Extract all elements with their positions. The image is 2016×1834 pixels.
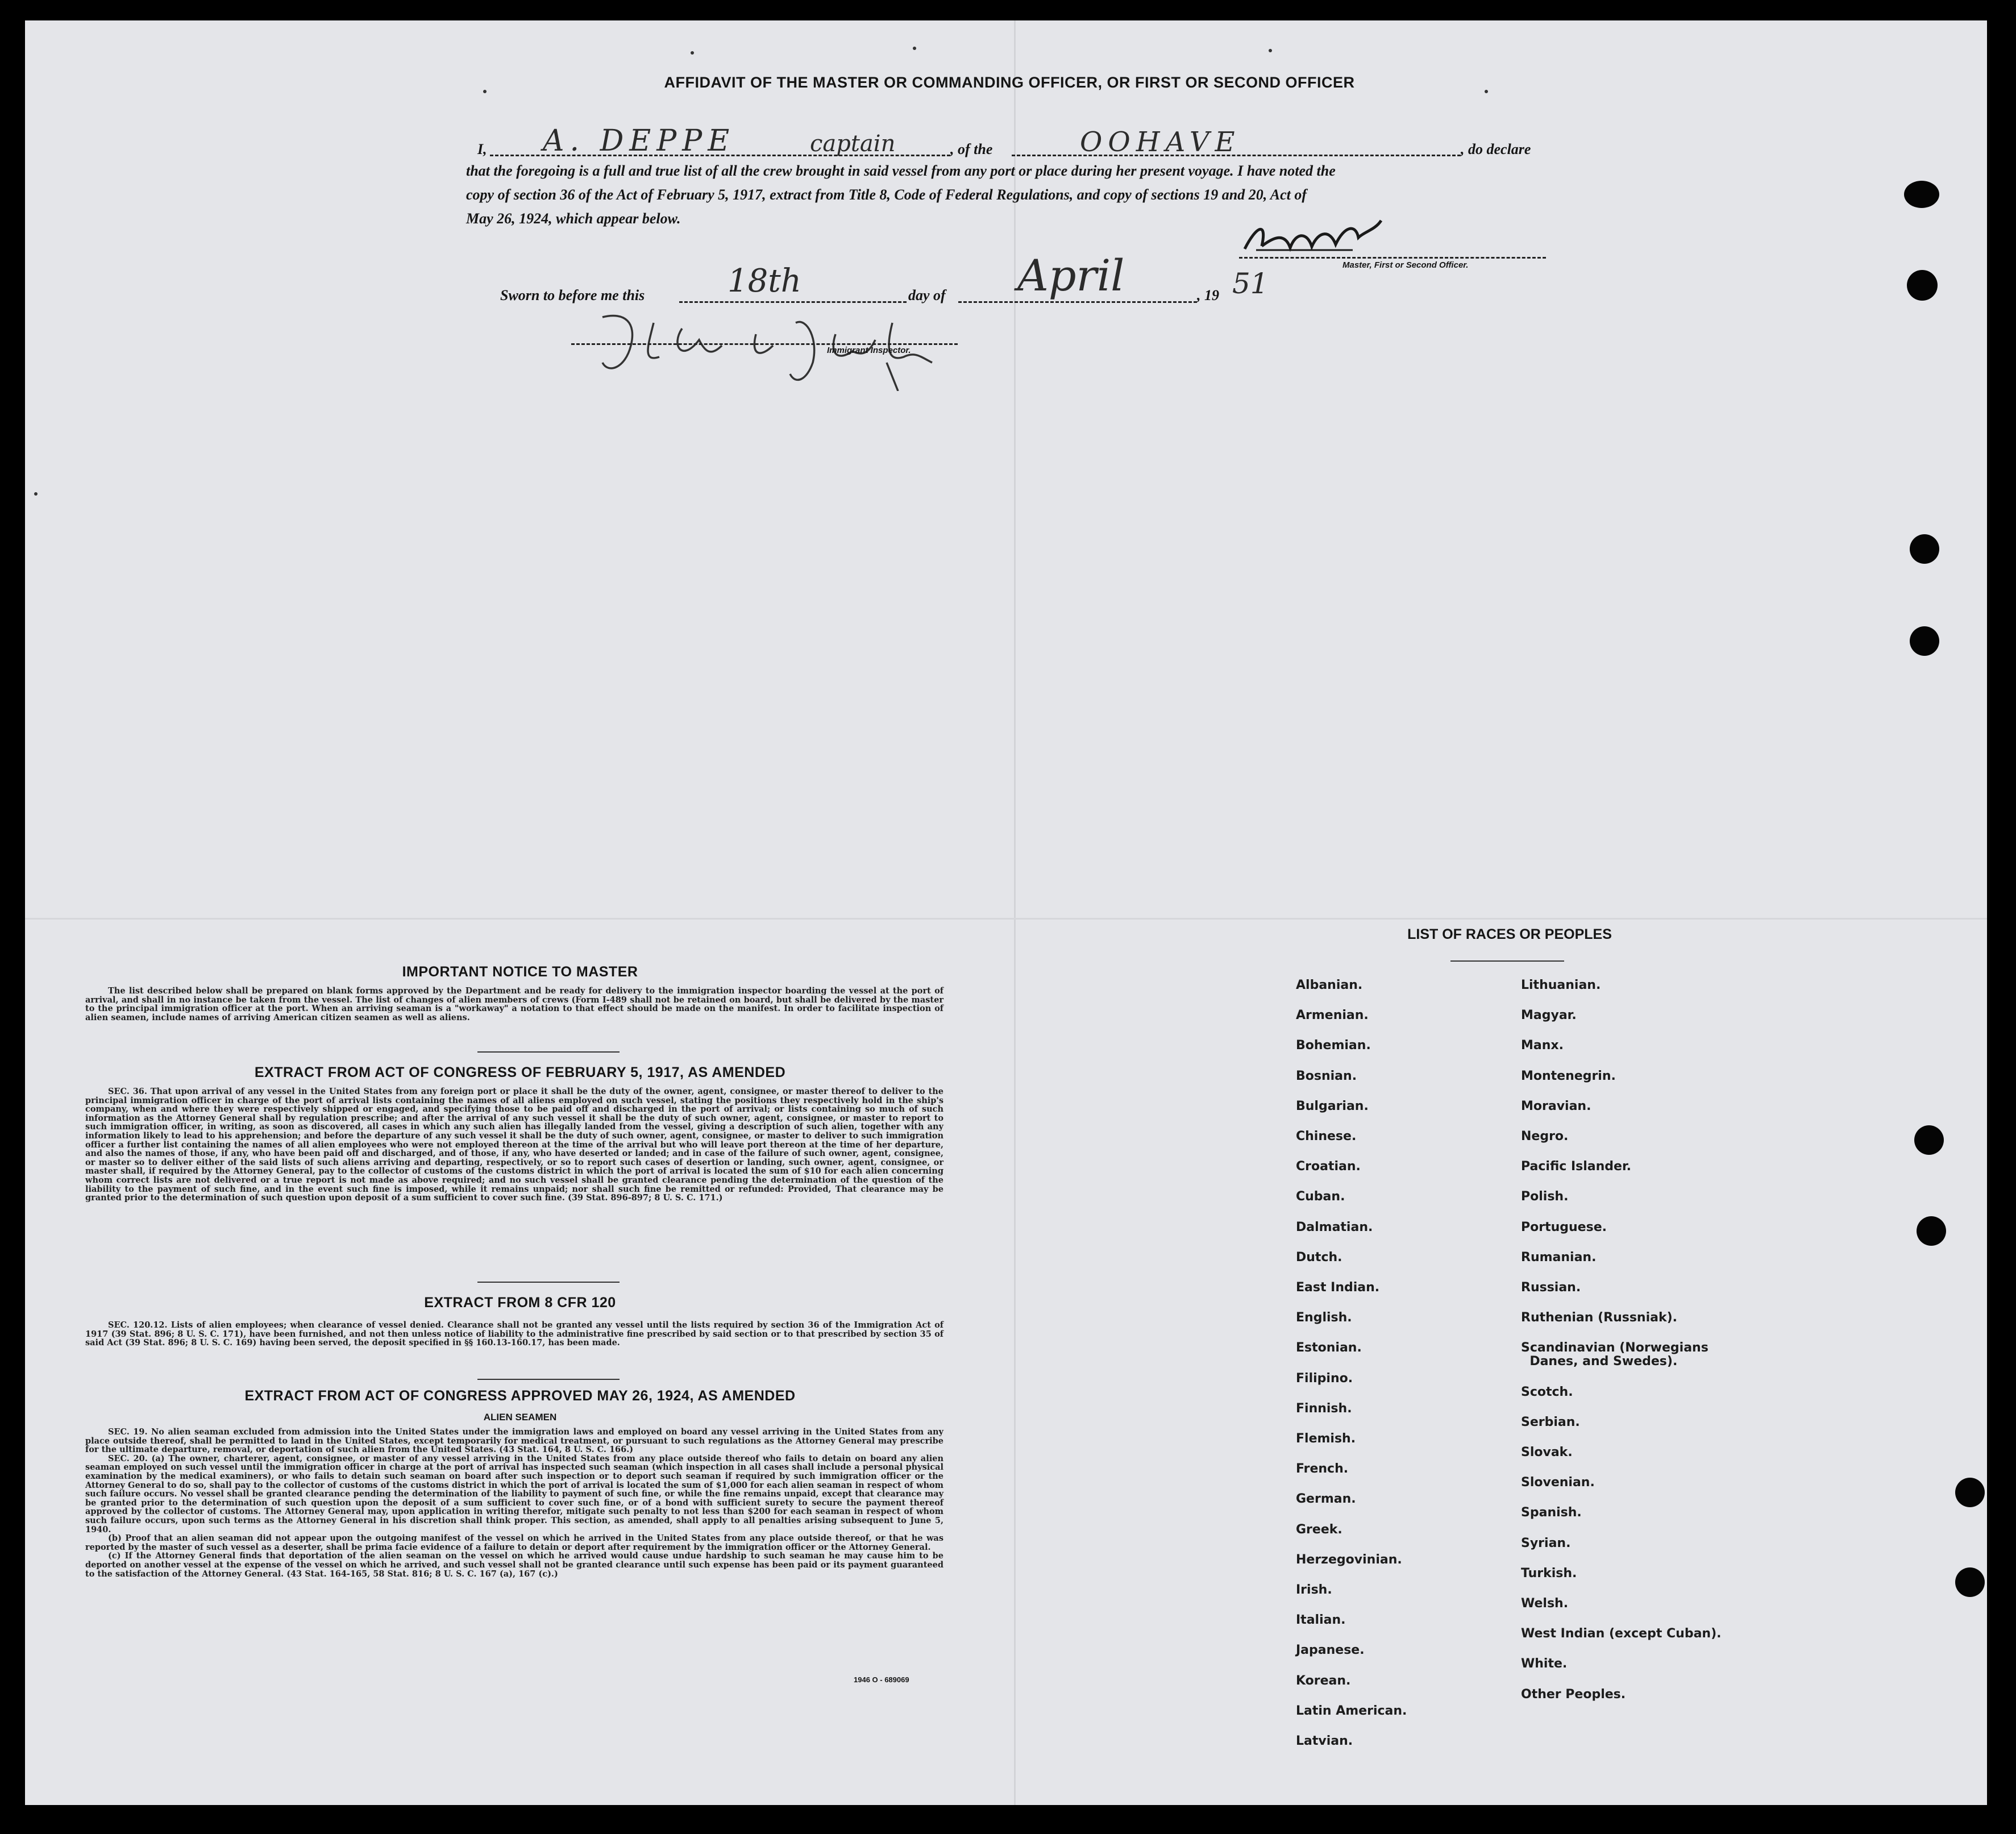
race-item: Finnish. — [1296, 1401, 1352, 1416]
affidavit-line-3: copy of section 36 of the Act of February 5, 1917, extract from Title 8, Code of Federal Regulations, and copy of sections 19 and 20, Act of — [466, 186, 1307, 203]
speck — [913, 47, 916, 50]
race-item: Latin American. — [1296, 1703, 1407, 1718]
inspector-blank — [571, 343, 958, 345]
month-handwritten: April — [1017, 250, 1125, 301]
race-item: Bulgarian. — [1296, 1099, 1369, 1113]
notice-title: IMPORTANT NOTICE TO MASTER — [402, 964, 638, 980]
race-item: Latvian. — [1296, 1734, 1353, 1748]
race-item: Polish. — [1521, 1190, 1569, 1204]
inspector-signature — [568, 300, 989, 391]
section-19: SEC. 19. No alien seaman excluded from admission into the United States under the immigration laws and employed on board any vessel arriving in the United States from any place outside thereof, shall be permitted to land in the United States, except temporarily for medical treatment, or pursuant to such regulations as the Attorney General may prescribe for the ultimate departure, removal, or deportation of such alien from the United States. (43 Stat. 164, 8 U. S. C. 166.) — [85, 1427, 943, 1455]
punch-hole — [1910, 626, 1939, 656]
race-item: Herzegovinian. — [1296, 1552, 1402, 1567]
race-item: Syrian. — [1521, 1536, 1571, 1550]
year-handwritten: 51 — [1232, 267, 1269, 300]
divider — [477, 1051, 620, 1053]
affidavit-line-2: that the foregoing is a full and true list of all the crew brought in said vessel from any port or place during her present voyage. I have noted the — [466, 163, 1336, 179]
race-item: Scandinavian (Norwegians Danes, and Swedes). — [1521, 1341, 1709, 1369]
race-item: Magyar. — [1521, 1008, 1577, 1023]
race-item: Negro. — [1521, 1129, 1569, 1143]
race-item: English. — [1296, 1311, 1352, 1325]
master-signature-label: Master, First or Second Officer. — [1342, 260, 1469, 270]
race-item: White. — [1521, 1657, 1568, 1671]
races-divider — [1450, 960, 1564, 962]
race-item: Chinese. — [1296, 1129, 1357, 1143]
race-item: East Indian. — [1296, 1280, 1380, 1295]
races-title: LIST OF RACES OR PEOPLES — [1407, 926, 1612, 942]
race-item: Italian. — [1296, 1613, 1346, 1628]
speck — [1269, 49, 1272, 52]
master-rank-handwritten: captain — [810, 131, 896, 157]
race-item: Welsh. — [1521, 1596, 1569, 1611]
race-item: Cuban. — [1296, 1190, 1345, 1204]
alien-seamen-subtitle: ALIEN SEAMEN — [483, 1412, 557, 1423]
extract-1924-body — [85, 1428, 943, 1578]
race-item: Serbian. — [1521, 1415, 1580, 1429]
punch-hole — [1955, 1567, 1985, 1597]
fold-line-horizontal — [25, 918, 1987, 920]
race-item: Bohemian. — [1296, 1038, 1371, 1053]
race-item: Estonian. — [1296, 1341, 1362, 1355]
cfr-body: SEC. 120.12. Lists of alien employees; when clearance of vessel denied. Clearance shall not be granted any vessel until the lists required by section 36 of the Immigration Act of 1917 (39 Stat. 896; 8 U. S. C. 171), have been furnished, and not then unless notice of liability to the administrative fine prescribed by said section or to that prescribed by section 35 of said Act (39 Stat. 896; 8 U. S. C. 169) having been served, the deposit specified in §§ 160.13-160.17, has been made. — [85, 1320, 943, 1348]
extract-1924-title: EXTRACT FROM ACT OF CONGRESS APPROVED MAY 26, 1924, AS AMENDED — [244, 1388, 796, 1404]
notice-body: The list described below shall be prepared on blank forms approved by the Department and be ready for delivery to the immigration inspector boarding the vessel at the port of arrival, and shall in no instance be taken from the vessel. The list of changes of alien members of crews (Form I-489 shall not be retained on board, but shall be delivered by the master to the principal immigration officer at the port. When an arriving seaman is a "workaway" a notation to that effect should be made on the manifest. In order to facilitate inspection of alien seamen, include names of arriving American citizen seamen as well as aliens. — [85, 986, 943, 1022]
race-item: Albanian. — [1296, 978, 1363, 992]
race-item: French. — [1296, 1462, 1349, 1477]
race-item: Slovenian. — [1521, 1475, 1595, 1490]
race-item: Spanish. — [1521, 1506, 1582, 1520]
race-item: Irish. — [1296, 1583, 1332, 1597]
speck — [691, 51, 694, 55]
race-item: Other Peoples. — [1521, 1687, 1626, 1702]
race-item: Scotch. — [1521, 1384, 1573, 1399]
print-code: 1946 O - 689069 — [854, 1675, 909, 1684]
affidavit-title: AFFIDAVIT OF THE MASTER OR COMMANDING OFFICER, OR FIRST OR SECOND OFFICER — [664, 74, 1355, 91]
punch-hole — [1955, 1478, 1985, 1507]
sworn-label: Sworn to before me this — [500, 287, 645, 303]
punch-hole — [1914, 1125, 1944, 1155]
race-item: Armenian. — [1296, 1008, 1369, 1023]
race-item: Dalmatian. — [1296, 1220, 1373, 1234]
divider — [477, 1282, 620, 1283]
vessel-name-handwritten: OOHAVE — [1080, 126, 1241, 158]
race-item: Bosnian. — [1296, 1068, 1357, 1083]
day-of-label: day of — [908, 287, 946, 303]
section-20a: SEC. 20. (a) The owner, charterer, agent, consignee, or master of any vessel arriving in the United States from any place outside thereof who fails to detain on board any alien seaman employed on such vessel until the immigration officer in charge at the port of arrival has inspected such seaman (which inspection in all cases shall include a personal physical examination by the medical examiners), or who fails to detain such seaman on board after such inspection or to deport such seaman if required by such immigration officer or the Attorney General to do so, shall pay to the collector of customs of the customs district in which the port of arrival is located the sum of $1,000 for each alien seaman in respect of whom such failure occurs. No vessel shall be granted clearance pending the determination of the liability to payment of such fine, or while the fine remains unpaid, except that clearance may be granted prior to the determination of such question upon the deposit of a sum sufficient to cover such fine, or of a bond with sufficient surety to secure the payment thereof approved by the collector of customs. The Attorney General may, upon application in writing therefor, mitigate such penalty to not less than $200 for each seaman in respect of whom such failure occurs, upon such terms as the Attorney General in his discretion shall think proper. This section, as amended, shall apply to all penalties arising subsequent to June 5, 1940. — [85, 1453, 943, 1534]
speck — [483, 90, 487, 93]
month-blank — [958, 301, 1197, 303]
extract-1917-body: SEC. 36. That upon arrival of any vessel in the United States from any foreign port or place it shall be the duty of the owner, agent, consignee, or master thereof to deliver to the principal immigration officer in charge of the port of arrival lists containing the names of all aliens employed on such vessel, stating the positions they respectively hold in the ship's company, when and where they were respectively shipped or engaged, and specifying those to be paid off and discharged in the port of arrival; or lists containing so much of such information as the Attorney General shall by regulation prescribe; and after the arrival of any such vessel it shall be the duty of such owner, agent, consignee, or master to report to such immigration officer, in writing, as soon as discovered, all cases in which any such alien has illegally landed from the vessel, giving a description of such alien, together with any information likely to lead to his apprehension; and before the departure of any such vessel it shall be the duty of such owner, agent, consignee, or master to deliver to such immigration officer a further list containing the names of all alien employees who were not employed thereon at the time of the arrival but who will leave port thereon at the time of her departure, and also the names of those, if any, who have been paid off and discharged, and of those, if any, who have deserted or landed; and in case of the failure of such owner, agent, consignee, or master so to deliver either of the said lists of such aliens arriving and departing, respectively, or so to report such cases of desertion or landing, such owner, agent, consignee, or master shall, if required by the Attorney General, pay to the collector of customs of the customs district in which the port of arrival is located the sum of $10 for each alien concerning whom correct lists are not delivered or a true report is not made as above required; and no such vessel shall be granted clearance pending the determination of the question of the liability to the payment of such fine, and in the event such fine is imposed, while it remains unpaid; nor shall such fine be remitted or refunded: Provided, That clearance may be granted prior to the determination of such question upon deposit of a sum sufficient to cover such fine. (39 Stat. 896-897; 8 U. S. C. 171.) — [85, 1087, 943, 1203]
race-item: Turkish. — [1521, 1566, 1577, 1581]
signature-blank — [1239, 257, 1546, 259]
speck — [1485, 90, 1488, 93]
punch-hole — [1907, 270, 1938, 301]
race-item: Croatian. — [1296, 1159, 1361, 1174]
race-item: Portuguese. — [1521, 1220, 1607, 1234]
section-20c: (c) If the Attorney General finds that deportation of the alien seaman on the vessel on which he arrived would cause undue hardship to such seaman he may cause him to be deported on another vessel at the expense of the vessel on which he arrived, and such vessel shall not be granted clearance until such expense has been paid or its payment guaranteed to the satisfaction of the Attorney General. (43 Stat. 164-165, 58 Stat. 816; 8 U. S. C. 167 (a), 167 (c).) — [85, 1551, 943, 1579]
section-20b: (b) Proof that an alien seaman did not appear upon the outgoing manifest of the vessel on which he arrived in the United States from any place outside thereof, or that he was reported by the master of such vessel as a deserter, shall be prima facie evidence of a failure to detain or deport after requirement by the immigration officer or the Attorney General. — [85, 1533, 943, 1552]
race-item: Pacific Islander. — [1521, 1159, 1632, 1174]
race-item: West Indian (except Cuban). — [1521, 1627, 1722, 1641]
do-declare-label: , do declare — [1461, 141, 1531, 157]
punch-hole — [1904, 181, 1939, 208]
race-item: Filipino. — [1296, 1371, 1353, 1386]
day-handwritten: 18th — [728, 263, 801, 300]
punch-hole — [1917, 1216, 1946, 1246]
race-item: Moravian. — [1521, 1099, 1591, 1113]
speck — [34, 492, 38, 496]
cfr-title: EXTRACT FROM 8 CFR 120 — [424, 1295, 616, 1311]
race-item: Montenegrin. — [1521, 1068, 1616, 1083]
year-prefix-label: , 19 — [1197, 287, 1219, 303]
race-item: Japanese. — [1296, 1643, 1365, 1658]
race-item: Korean. — [1296, 1673, 1351, 1688]
fold-line-vertical — [1014, 20, 1016, 1805]
race-item: Lithuanian. — [1521, 978, 1601, 992]
divider — [477, 1379, 620, 1380]
race-item: Rumanian. — [1521, 1250, 1597, 1265]
race-item: Ruthenian (Russniak). — [1521, 1311, 1678, 1325]
affidavit-i-label: I, — [477, 141, 487, 157]
race-item: Russian. — [1521, 1280, 1581, 1295]
race-item: Slovak. — [1521, 1445, 1573, 1459]
race-item: Flemish. — [1296, 1432, 1356, 1446]
affidavit-line-4: May 26, 1924, which appear below. — [466, 210, 681, 227]
extract-1917-title: EXTRACT FROM ACT OF CONGRESS OF FEBRUARY 5, 1917, AS AMENDED — [254, 1064, 786, 1080]
master-signature — [1239, 215, 1393, 260]
punch-hole — [1910, 534, 1939, 564]
master-name-handwritten: A. DEPPE — [543, 124, 735, 158]
inspector-label: Immigrant Inspector. — [827, 346, 911, 355]
of-the-label: , of the — [950, 141, 993, 157]
race-item: Dutch. — [1296, 1250, 1342, 1265]
race-item: German. — [1296, 1492, 1356, 1507]
race-item: Greek. — [1296, 1522, 1342, 1537]
race-item: Manx. — [1521, 1038, 1564, 1053]
